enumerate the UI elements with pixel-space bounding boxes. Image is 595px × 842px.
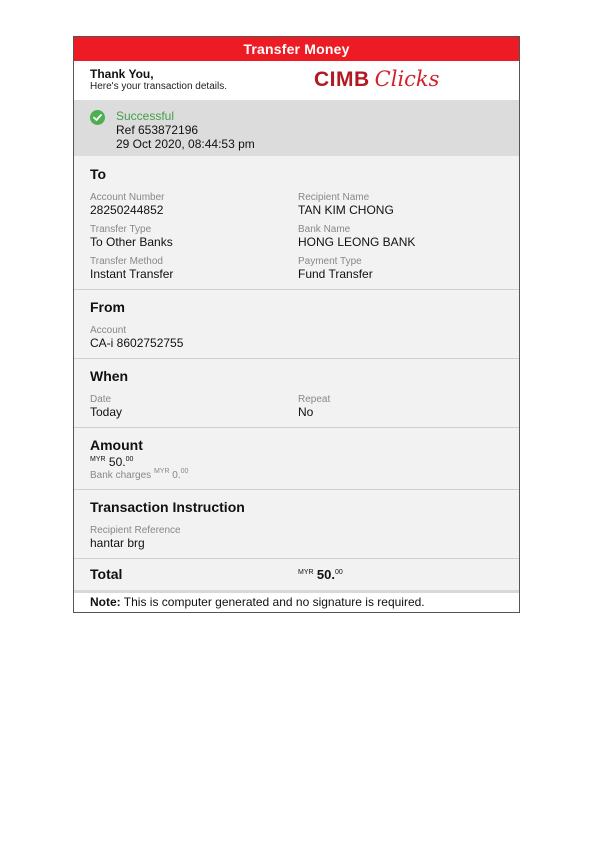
recipient-name-label: Recipient Name [298, 192, 370, 203]
section-title-to: To [90, 166, 107, 182]
logo-product: Clicks [374, 67, 440, 91]
repeat-label: Repeat [298, 394, 331, 405]
payment-type-label: Payment Type [298, 256, 362, 267]
section-to [74, 156, 519, 290]
page-title: Transfer Money [74, 37, 519, 61]
amount-currency: MYR [90, 456, 106, 463]
transfer-method-label: Transfer Method [90, 256, 163, 267]
footer-note [74, 590, 519, 612]
section-amount [74, 428, 519, 490]
transfer-type-value: To Other Banks [90, 235, 173, 249]
account-value: CA-i 8602752755 [90, 336, 184, 350]
transaction-datetime: 29 Oct 2020, 08:44:53 pm [116, 137, 255, 151]
total-value [298, 567, 343, 582]
repeat-value: No [298, 405, 314, 419]
note-label: Note: [90, 595, 121, 609]
section-title-from: From [90, 299, 125, 315]
bank-charges-dec: 00 [180, 468, 189, 475]
amount-int: 50. [108, 455, 126, 469]
section-title-amount: Amount [90, 437, 143, 453]
amount-value [90, 455, 133, 469]
reference-number: Ref 653872196 [116, 123, 199, 137]
bank-charges-currency: MYR [153, 468, 170, 475]
account-number-label: Account Number [90, 192, 165, 203]
logo-brand: CIMB [314, 68, 370, 91]
amount-dec: 00 [125, 456, 134, 463]
section-instruction [74, 490, 519, 559]
success-check-icon [90, 110, 105, 125]
bank-charges [90, 468, 188, 481]
recipient-name-value: TAN KIM CHONG [298, 203, 394, 217]
bank-name-label: Bank Name [298, 224, 351, 235]
transfer-method-value: Instant Transfer [90, 267, 174, 281]
account-label: Account [90, 325, 127, 336]
status-block [74, 100, 519, 156]
bank-name-value: HONG LEONG BANK [298, 235, 416, 249]
total-currency: MYR [298, 569, 314, 576]
section-title-total: Total [90, 566, 123, 582]
note-text: This is computer generated and no signature is required. [123, 595, 425, 609]
section-total [74, 559, 519, 593]
status-text: Successful [116, 109, 175, 123]
thanks-block [74, 61, 519, 100]
recipient-reference-label: Recipient Reference [90, 525, 181, 536]
bank-charges-label: Bank charges [90, 470, 152, 481]
bank-charges-int: 0. [172, 470, 181, 481]
total-dec: 00 [334, 569, 343, 576]
section-when [74, 359, 519, 428]
transfer-type-label: Transfer Type [90, 224, 152, 235]
total-int: 50. [316, 567, 335, 582]
date-value: Today [90, 405, 123, 419]
cimb-clicks-logo [314, 65, 439, 94]
transfer-receipt [73, 36, 520, 613]
date-label: Date [90, 394, 112, 405]
thanks-heading: Thank You, [90, 67, 154, 81]
thanks-subtext: Here's your transaction details. [90, 81, 227, 92]
account-number-value: 28250244852 [90, 203, 164, 217]
section-title-instruction: Transaction Instruction [90, 499, 245, 515]
recipient-reference-value: hantar brg [90, 536, 145, 550]
payment-type-value: Fund Transfer [298, 267, 373, 281]
section-from [74, 290, 519, 359]
section-title-when: When [90, 368, 129, 384]
